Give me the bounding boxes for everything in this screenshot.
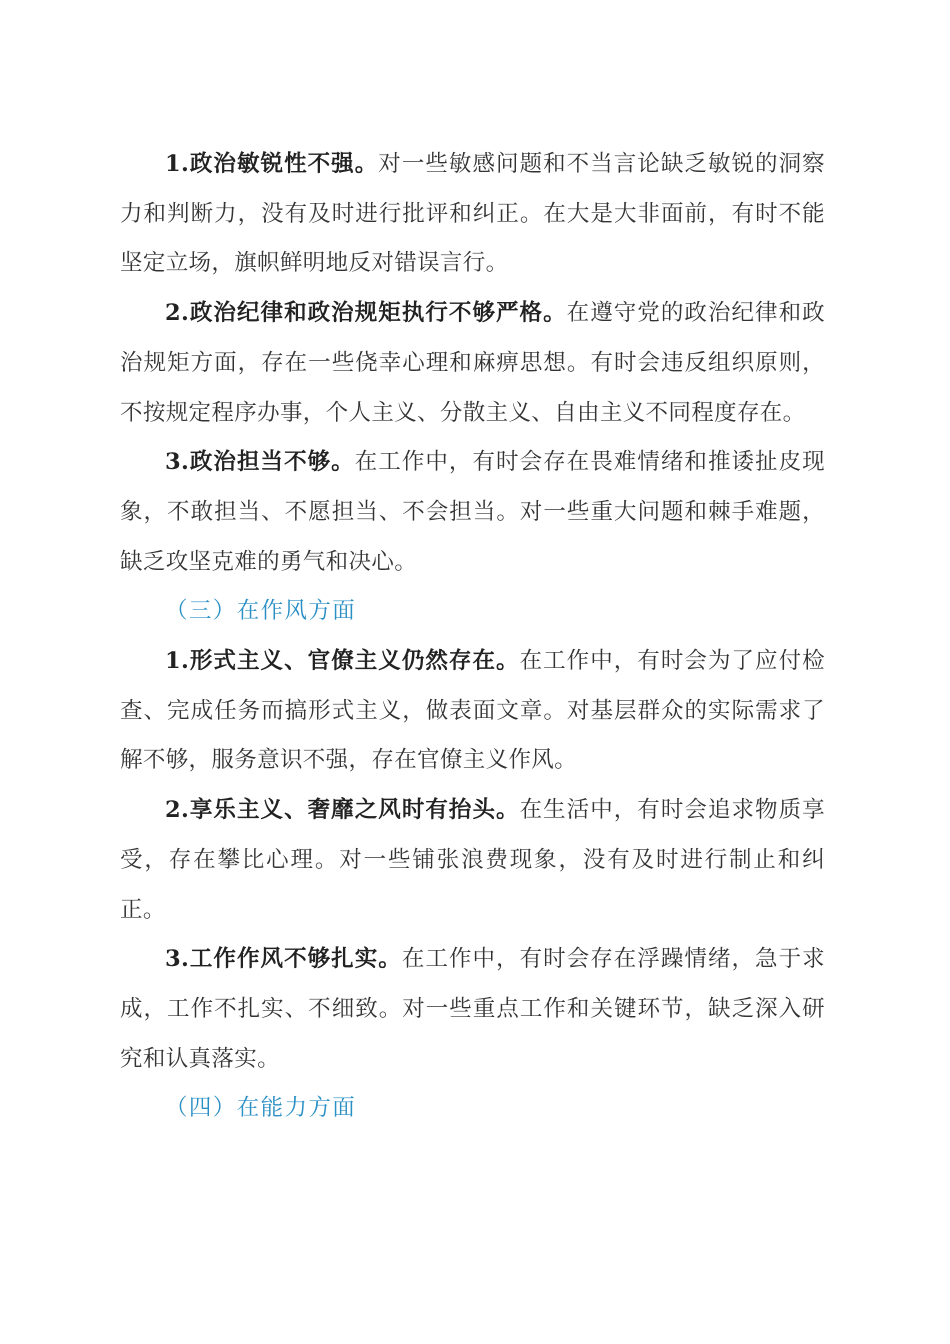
paragraph-lead: 1.政治敏锐性不强。 <box>165 151 379 177</box>
paragraph-work-style-solidity <box>120 935 825 1084</box>
paragraph-lead: 3.工作作风不够扎实。 <box>165 946 402 973</box>
paragraph-political-discipline <box>120 289 825 438</box>
paragraph-text: 在工作中，有时会存在畏难情绪和推诿扯皮现象，不敢担当、不愿担当、不会担当。对一些重大问题和棘手难题，缺乏攻坚克难的勇气和决心。 <box>120 449 825 575</box>
paragraph-political-responsibility <box>120 438 825 587</box>
paragraph-text: 在遵守党的政治纪律和政治规矩方面，存在一些侥幸心理和麻痹思想。有时会违反组织原则，不按规定程序办事，个人主义、分散主义、自由主义不同程度存在。 <box>120 300 825 426</box>
paragraph-lead: 2.享乐主义、奢靡之风时有抬头。 <box>165 797 520 824</box>
paragraph-text: 在工作中，有时会为了应付检查、完成任务而搞形式主义，做表面文章。对基层群众的实际需求了解不够，服务意识不强，存在官僚主义作风。 <box>120 648 825 774</box>
paragraph-text: 在生活中，有时会追求物质享受，存在攀比心理。对一些铺张浪费现象，没有及时进行制止和纠正。 <box>120 797 825 923</box>
paragraph-text: 对一些敏感问题和不当言论缺乏敏锐的洞察力和判断力，没有及时进行批评和纠正。在大是大非面前，有时不能坚定立场，旗帜鲜明地反对错误言行。 <box>120 151 825 277</box>
document-body <box>120 140 825 1134</box>
paragraph-hedonism-extravagance <box>120 786 825 935</box>
paragraph-lead: 3.政治担当不够。 <box>165 449 355 476</box>
section-heading-work-style: （三）在作风方面 <box>165 598 357 625</box>
paragraph-lead: 1.形式主义、官僚主义仍然存在。 <box>165 648 520 675</box>
paragraph-political-sensitivity <box>120 140 825 289</box>
paragraph-text: 在工作中，有时会存在浮躁情绪，急于求成，工作不扎实、不细致。对一些重点工作和关键环节，缺乏深入研究和认真落实。 <box>120 946 825 1072</box>
paragraph-formalism-bureaucratism <box>120 637 825 786</box>
paragraph-lead: 2.政治纪律和政治规矩执行不够严格。 <box>165 300 567 327</box>
section-heading-ability: （四）在能力方面 <box>165 1095 357 1122</box>
